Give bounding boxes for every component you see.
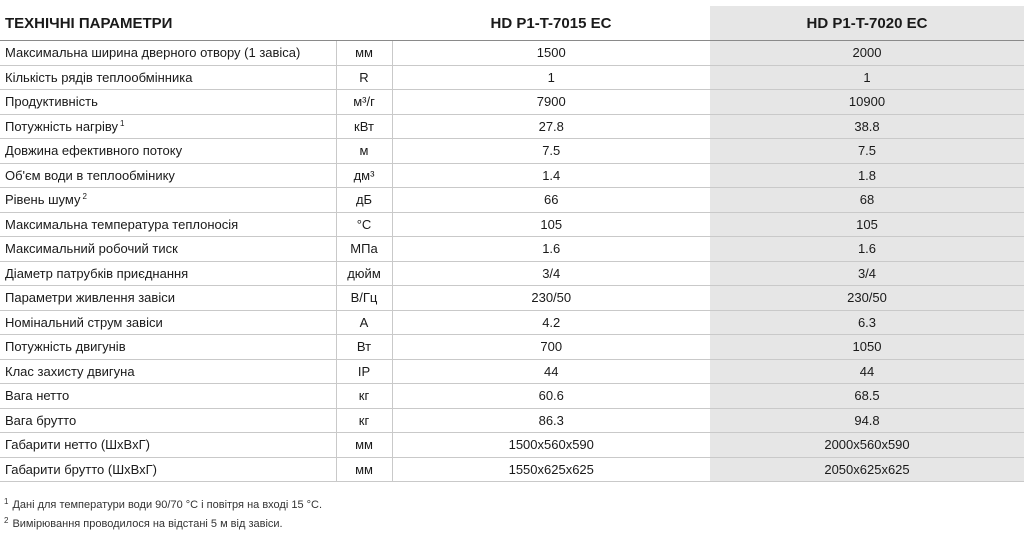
- param-label: Довжина ефективного потоку: [5, 143, 183, 159]
- model2-value: 10900: [710, 90, 1024, 115]
- table-row: [0, 212, 1024, 237]
- model1-value: 1550x625x625: [392, 457, 710, 482]
- unit-cell: IP: [336, 359, 392, 384]
- table-row: [0, 384, 1024, 409]
- param-label: Максимальна температура теплоносія: [5, 216, 239, 232]
- footnote-1: [4, 494, 322, 513]
- model1-value: 230/50: [392, 286, 710, 311]
- param-label: Кількість рядів теплообмінника: [5, 69, 193, 85]
- model2-value: 2000x560x590: [710, 433, 1024, 458]
- model2-value: 230/50: [710, 286, 1024, 311]
- param-label: Параметри живлення завіси: [5, 290, 175, 306]
- unit-cell: R: [336, 65, 392, 90]
- model2-value: 68: [710, 188, 1024, 213]
- param-cell: [0, 65, 336, 90]
- param-label: Рівень шуму: [5, 192, 81, 208]
- unit-cell: дБ: [336, 188, 392, 213]
- param-label: Максимальний робочий тиск: [5, 241, 178, 257]
- table-row: [0, 65, 1024, 90]
- model1-value: 7.5: [392, 139, 710, 164]
- unit-cell: В/Гц: [336, 286, 392, 311]
- param-cell: [0, 139, 336, 164]
- model2-value: 94.8: [710, 408, 1024, 433]
- model2-value: 1.6: [710, 237, 1024, 262]
- model1-value: 44: [392, 359, 710, 384]
- model1-header: HD P1-T-7015 EC: [392, 6, 710, 41]
- table-row: [0, 41, 1024, 66]
- unit-cell: кВт: [336, 114, 392, 139]
- table-row: [0, 261, 1024, 286]
- param-label: Вага брутто: [5, 412, 77, 428]
- model2-value: 3/4: [710, 261, 1024, 286]
- param-cell: [0, 212, 336, 237]
- footnote-text: Вимірювання проводилося на відстані 5 м від завіси.: [12, 518, 283, 530]
- model2-value: 1050: [710, 335, 1024, 360]
- unit-cell: м³/г: [336, 90, 392, 115]
- param-label: Габарити нетто (ШхВхГ): [5, 437, 150, 453]
- param-cell: [0, 457, 336, 482]
- specs-table-container: [0, 6, 1024, 482]
- model1-value: 60.6: [392, 384, 710, 409]
- unit-cell: МПа: [336, 237, 392, 262]
- param-label: Діаметр патрубків приєднання: [5, 265, 189, 281]
- unit-cell: дм³: [336, 163, 392, 188]
- table-body: [0, 41, 1024, 482]
- model1-value: 1: [392, 65, 710, 90]
- model1-value: 1.4: [392, 163, 710, 188]
- table-row: [0, 310, 1024, 335]
- table-header-row: [0, 6, 1024, 41]
- param-label: Потужність нагріву: [5, 118, 119, 134]
- model1-value: 1500: [392, 41, 710, 66]
- model2-value: 2050x625x625: [710, 457, 1024, 482]
- param-cell: [0, 114, 336, 139]
- unit-cell: мм: [336, 433, 392, 458]
- model2-value: 6.3: [710, 310, 1024, 335]
- table-row: [0, 163, 1024, 188]
- footnote-2: [4, 513, 322, 532]
- param-label: Максимальна ширина дверного отвору (1 завіса): [5, 45, 301, 61]
- param-cell: [0, 408, 336, 433]
- param-cell: [0, 188, 336, 213]
- param-cell: [0, 41, 336, 66]
- model2-value: 68.5: [710, 384, 1024, 409]
- param-cell: [0, 433, 336, 458]
- model2-value: 44: [710, 359, 1024, 384]
- table-title: ТЕХНІЧНІ ПАРАМЕТРИ: [0, 6, 392, 41]
- table-row: [0, 408, 1024, 433]
- model2-value: 105: [710, 212, 1024, 237]
- table-row: [0, 286, 1024, 311]
- footnote-ref: 2: [82, 192, 87, 202]
- param-cell: [0, 237, 336, 262]
- param-cell: [0, 286, 336, 311]
- param-cell: [0, 261, 336, 286]
- param-label: Клас захисту двигуна: [5, 363, 135, 379]
- param-label: Вага нетто: [5, 388, 70, 404]
- unit-cell: А: [336, 310, 392, 335]
- footnotes: [4, 494, 322, 532]
- model2-value: 38.8: [710, 114, 1024, 139]
- footnote-mark: 2: [4, 516, 9, 525]
- table-row: [0, 457, 1024, 482]
- footnote-text: Дані для температури води 90/70 °C і повітря на вході 15 °C.: [12, 499, 323, 511]
- param-cell: [0, 310, 336, 335]
- model1-value: 86.3: [392, 408, 710, 433]
- param-cell: [0, 163, 336, 188]
- table-row: [0, 433, 1024, 458]
- param-label: Номінальний струм завіси: [5, 314, 163, 330]
- unit-cell: мм: [336, 41, 392, 66]
- unit-cell: м: [336, 139, 392, 164]
- param-label: Продуктивність: [5, 94, 98, 110]
- table-row: [0, 114, 1024, 139]
- model1-value: 700: [392, 335, 710, 360]
- model2-value: 1: [710, 65, 1024, 90]
- unit-cell: кг: [336, 408, 392, 433]
- model2-value: 1.8: [710, 163, 1024, 188]
- model1-value: 3/4: [392, 261, 710, 286]
- model2-value: 7.5: [710, 139, 1024, 164]
- footnote-mark: 1: [4, 497, 9, 506]
- model1-value: 1.6: [392, 237, 710, 262]
- param-label: Габарити брутто (ШхВхГ): [5, 461, 158, 477]
- technical-specs-table: [0, 6, 1024, 482]
- param-cell: [0, 359, 336, 384]
- table-row: [0, 90, 1024, 115]
- model1-value: 1500x560x590: [392, 433, 710, 458]
- param-label: Потужність двигунів: [5, 339, 126, 355]
- model1-value: 4.2: [392, 310, 710, 335]
- table-row: [0, 188, 1024, 213]
- table-row: [0, 139, 1024, 164]
- model1-value: 27.8: [392, 114, 710, 139]
- unit-cell: °C: [336, 212, 392, 237]
- unit-cell: кг: [336, 384, 392, 409]
- model2-value: 2000: [710, 41, 1024, 66]
- unit-cell: Вт: [336, 335, 392, 360]
- unit-cell: мм: [336, 457, 392, 482]
- table-row: [0, 237, 1024, 262]
- table-row: [0, 359, 1024, 384]
- param-cell: [0, 384, 336, 409]
- table-row: [0, 335, 1024, 360]
- param-cell: [0, 90, 336, 115]
- param-label: Об'єм води в теплообмінику: [5, 167, 175, 183]
- model1-value: 66: [392, 188, 710, 213]
- param-cell: [0, 335, 336, 360]
- model1-value: 7900: [392, 90, 710, 115]
- model1-value: 105: [392, 212, 710, 237]
- model2-header: HD P1-T-7020 EC: [710, 6, 1024, 41]
- unit-cell: дюйм: [336, 261, 392, 286]
- footnote-ref: 1: [120, 118, 125, 128]
